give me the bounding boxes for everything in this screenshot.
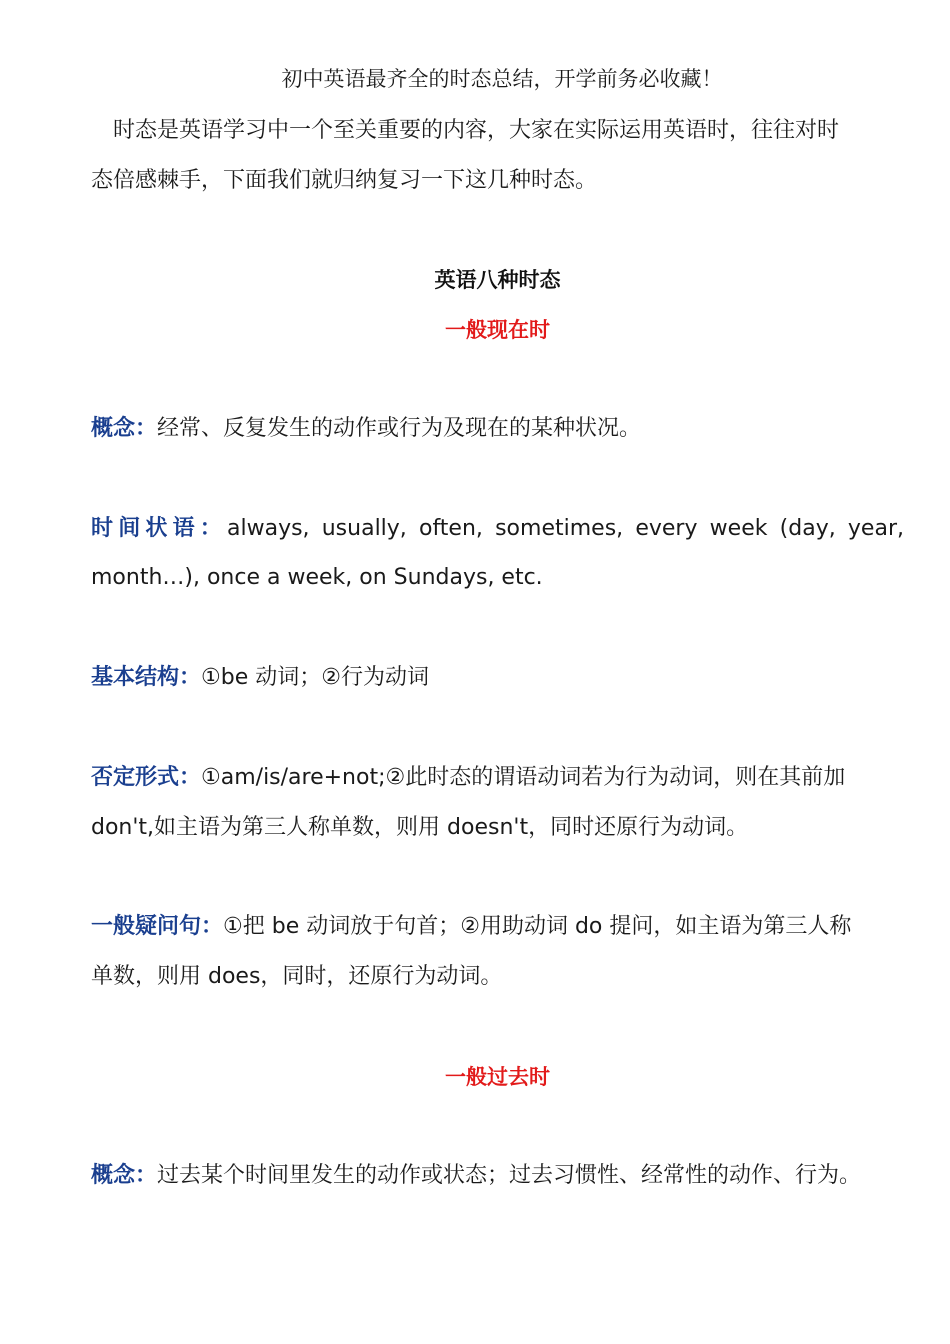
document-title: 初中英语最齐全的时态总结，开学前务必收藏！ <box>281 67 723 91</box>
question-row <box>91 912 851 942</box>
intro-line-2: 态倍感棘手，下面我们就归纳复习一下这几种时态。 <box>91 168 598 193</box>
concept-label: 概念： <box>91 416 158 441</box>
past-concept-label: 概念： <box>91 1163 158 1188</box>
time-adverbial-row <box>91 514 904 544</box>
concept-row <box>91 414 641 444</box>
structure-row <box>91 663 429 693</box>
question-label: 一般疑问句： <box>91 914 224 939</box>
past-concept-row <box>91 1161 861 1191</box>
structure-label: 基本结构： <box>91 665 202 690</box>
time-adverbial-text-1: always, usually, often, sometimes, every week (day, year, <box>227 516 904 541</box>
structure-text: ①be 动词；②行为动词 <box>201 665 429 690</box>
negative-row <box>91 763 845 793</box>
question-text-1: ①把 be 动词放于句首；②用助动词 do 提问，如主语为第三人称 <box>223 914 852 939</box>
past-concept-text: 过去某个时间里发生的动作或状态；过去习惯性、经常性的动作、行为。 <box>157 1163 862 1188</box>
time-adverbial-text-2: month…), once a week, on Sundays, etc. <box>91 565 543 590</box>
section-heading-simple-present: 一般现在时 <box>445 318 550 342</box>
concept-text: 经常、反复发生的动作或行为及现在的某种状况。 <box>157 416 642 441</box>
negative-label: 否定形式： <box>91 765 202 790</box>
main-heading: 英语八种时态 <box>434 268 561 292</box>
time-adverbial-label: 时间状语： <box>91 516 227 541</box>
intro-line-1: 时态是英语学习中一个至关重要的内容，大家在实际运用英语时，往往对时 <box>113 118 840 143</box>
question-text-2: 单数，则用 does，同时，还原行为动词。 <box>91 964 503 989</box>
negative-text-1: ①am/is/are+not;②此时态的谓语动词若为行为动词，则在其前加 <box>201 765 846 790</box>
section-heading-simple-past: 一般过去时 <box>445 1065 550 1089</box>
negative-text-2: don't,如主语为第三人称单数，则用 doesn't，同时还原行为动词。 <box>91 815 749 840</box>
